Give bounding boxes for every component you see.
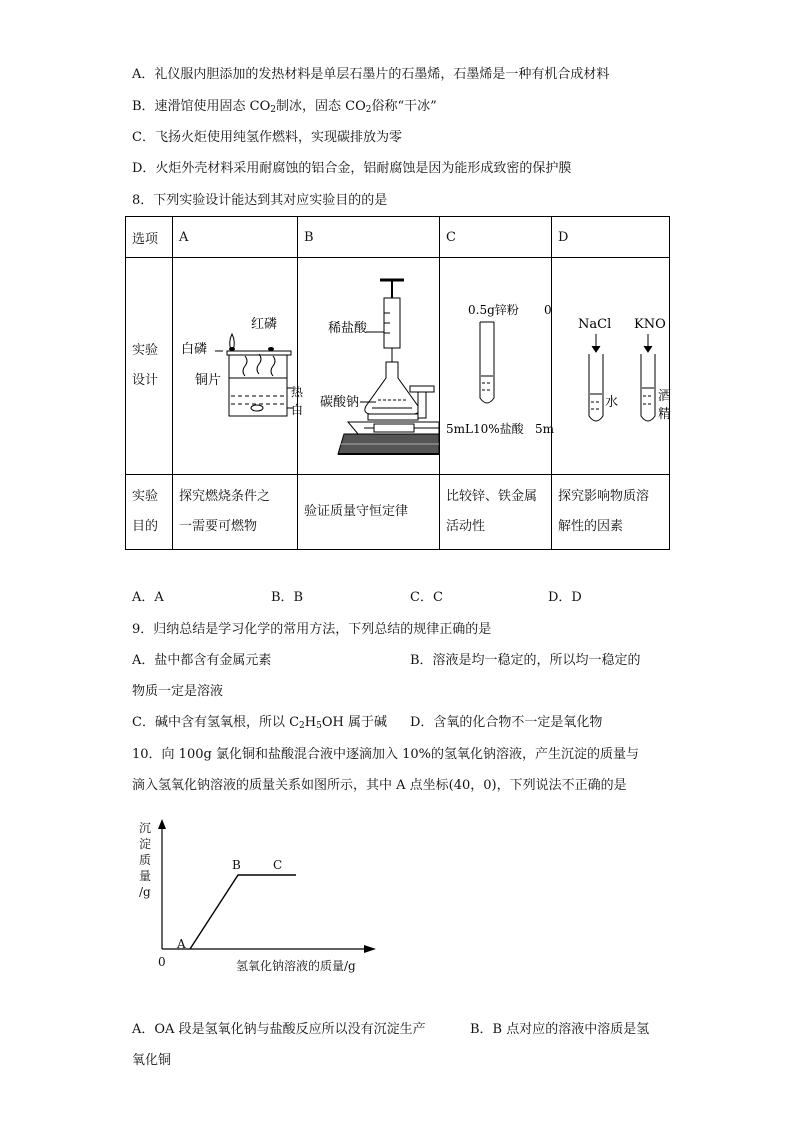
- graph-ylabel-1: 沉: [139, 821, 152, 835]
- svg-text:精: 精: [658, 407, 672, 422]
- svg-text:白磷: 白磷: [181, 342, 208, 357]
- graph-ylabel-5: /g: [139, 885, 151, 899]
- table-header-c: C: [440, 217, 552, 258]
- mass-conservation-apparatus-figure: [298, 258, 439, 474]
- svg-text:白: 白: [291, 403, 304, 417]
- graph-point-b-label: B: [232, 858, 241, 872]
- graph-ylabel-2: 淀: [139, 837, 152, 851]
- design-cell-c: [440, 258, 555, 475]
- q10-option-a: A．OA 段是氢氧化钠与盐酸反应所以没有沉淀生产: [132, 1022, 426, 1037]
- design-row-label: 实验 设计: [126, 258, 173, 475]
- graph-x-arrow: [364, 945, 376, 953]
- q10-option-b-line1: B．B 点对应的溶液中溶质是氢: [470, 1022, 650, 1037]
- svg-text:热: 热: [291, 385, 304, 399]
- svg-text:5mL10%盐酸: 5mL10%盐酸: [446, 422, 524, 436]
- experiment-table: [125, 216, 670, 550]
- q10-option-b-line2: 氧化铜: [132, 1053, 172, 1068]
- q9-option-b-line1: B．溶液是均一稳定的，所以均一稳定的: [410, 653, 641, 668]
- svg-text:碳酸钠: 碳酸钠: [320, 395, 360, 410]
- aim-cell-b: 验证质量守恒定律: [298, 475, 440, 550]
- design-cell-b: [298, 258, 440, 475]
- graph-origin: 0: [158, 955, 166, 969]
- graph-y-arrow: [158, 819, 166, 829]
- q8-answer-d: D．D: [548, 590, 582, 605]
- graph-ylabel-4: 量: [139, 869, 152, 883]
- svg-text:NaCl: NaCl: [578, 317, 612, 332]
- aim-cell-d: 探究影响物质溶 解性的因素: [552, 475, 670, 550]
- q8-stem: 8．下列实验设计能达到其对应实验目的的是: [132, 193, 388, 208]
- q8-answer-b: B．B: [271, 590, 304, 605]
- solubility-testtubes-figure: [552, 258, 672, 474]
- aim-row-label: 实验 目的: [126, 475, 173, 550]
- svg-text:KNO: KNO: [634, 317, 666, 332]
- q7-option-d: D．火炬外壳材料采用耐腐蚀的铝合金，铝耐腐蚀是因为能形成致密的保护膜: [132, 161, 572, 176]
- graph-point-a-label: A: [177, 937, 186, 951]
- design-cell-a: [173, 258, 304, 475]
- table-header-b: B: [298, 217, 440, 258]
- zinc-acid-testtube-figure: [440, 258, 555, 474]
- svg-text:红磷: 红磷: [251, 317, 278, 332]
- q8-answer-c: C．C: [410, 590, 443, 605]
- svg-text:水: 水: [605, 395, 619, 410]
- table-header-d: D: [552, 217, 670, 258]
- design-cell-d: [552, 258, 670, 475]
- q7-option-b: B．速滑馆使用固态 $CO_2$制冰，固态 $CO_2$俗称“干冰”: [132, 99, 437, 115]
- precipitate-mass-graph: [150, 815, 390, 960]
- graph-ylabel-3: 质: [139, 853, 152, 867]
- table-header-a: A: [173, 217, 298, 258]
- combustion-apparatus-figure: [173, 258, 304, 474]
- table-header-option: 选项: [126, 217, 173, 258]
- graph-xlabel: 氢氧化钠溶液的质量/g: [236, 959, 356, 973]
- q10-stem-line2: 滴入氢氧化钠溶液的质量关系如图所示，其中 A 点坐标(40，0)，下列说法不正确的是: [132, 778, 627, 793]
- svg-text:0.5g锌粉: 0.5g锌粉: [468, 303, 519, 317]
- q9-option-c: C．碱中含有氢氧根，所以 $C_2H_5OH$ 属于碱: [132, 715, 387, 731]
- svg-text:酒: 酒: [658, 389, 672, 404]
- graph-curve: [190, 875, 296, 949]
- q9-option-b-line2: 物质一定是溶液: [132, 684, 224, 699]
- aim-cell-c: 比较锌、铁金属 活动性: [440, 475, 552, 550]
- q9-option-d: D．含氧的化合物不一定是氧化物: [410, 715, 603, 730]
- svg-text:5m: 5m: [535, 422, 555, 436]
- q7-option-c: C．飞扬火炬使用纯氢作燃料，实现碳排放为零: [132, 130, 402, 145]
- q8-answer-a: A．A: [132, 590, 164, 605]
- svg-text:铜片: 铜片: [195, 373, 222, 388]
- graph-point-c-label: C: [273, 858, 283, 872]
- svg-text:0: 0: [544, 303, 552, 317]
- svg-text:稀盐酸: 稀盐酸: [328, 321, 368, 336]
- q7-option-a: A．礼仪服内胆添加的发热材料是单层石墨片的石墨烯，石墨烯是一种有机合成材料: [132, 67, 610, 82]
- aim-cell-a: 探究燃烧条件之 一需要可燃物: [173, 475, 298, 550]
- q9-option-a: A．盐中都含有金属元素: [132, 653, 272, 668]
- q10-stem-line1: 10．向 100g 氯化铜和盐酸混合液中逐滴加入 10%的氢氧化钠溶液，产生沉淀的质量与: [132, 747, 639, 762]
- q9-stem: 9．归纳总结是学习化学的常用方法，下列总结的规律正确的是: [132, 622, 492, 637]
